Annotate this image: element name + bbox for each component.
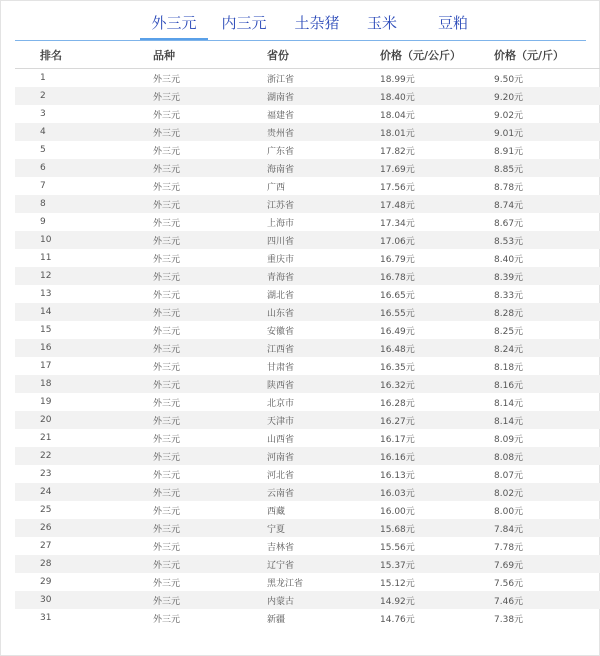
province-cell: 宁夏 [267, 519, 380, 537]
rank-cell: 7 [40, 181, 46, 191]
price-kg-cell: 18.04元 [380, 110, 415, 121]
table-row [15, 501, 600, 519]
price-jin-cell: 9.02元 [494, 110, 524, 121]
price-kg-cell: 17.34元 [380, 218, 415, 229]
province-cell: 辽宁省 [267, 555, 380, 573]
province-cell: 黑龙江省 [267, 578, 304, 589]
province-cell: 北京市 [267, 398, 295, 409]
table-row [15, 411, 600, 429]
table-row [15, 555, 600, 573]
province-cell: 陕西省 [267, 375, 380, 393]
rank-cell: 12 [15, 267, 153, 285]
breed-cell: 外三元 [153, 218, 181, 229]
breed-cell: 外三元 [153, 123, 267, 141]
rank-cell: 24 [15, 483, 153, 501]
province-cell: 甘肃省 [267, 362, 295, 373]
price-jin-cell: 8.85元 [494, 159, 600, 177]
breed-cell: 外三元 [153, 362, 181, 373]
price-jin-cell: 7.84元 [494, 519, 600, 537]
price-kg-cell: 14.92元 [380, 591, 494, 609]
price-jin-cell: 8.00元 [494, 506, 524, 517]
breed-cell: 外三元 [153, 555, 267, 573]
price-kg-cell: 16.32元 [380, 375, 494, 393]
province-cell: 广西 [267, 182, 286, 193]
table-row [15, 159, 600, 177]
table-row [15, 213, 600, 231]
price-kg-cell: 17.06元 [380, 231, 494, 249]
breed-cell: 外三元 [153, 447, 267, 465]
price-jin-cell: 9.20元 [494, 87, 600, 105]
table-row [15, 537, 600, 555]
breed-cell: 外三元 [153, 146, 181, 157]
price-kg-cell: 15.12元 [380, 578, 415, 589]
rank-cell: 19 [40, 397, 52, 407]
price-jin-cell: 8.33元 [494, 290, 524, 301]
table-row [15, 141, 600, 159]
province-cell: 重庆市 [267, 254, 295, 265]
rank-cell: 26 [15, 519, 153, 537]
price-kg-cell: 16.79元 [380, 254, 415, 265]
rank-cell: 22 [15, 447, 153, 465]
breed-cell: 外三元 [153, 303, 267, 321]
rank-cell: 13 [40, 289, 52, 299]
rank-cell: 16 [15, 339, 153, 357]
table-row [15, 591, 600, 609]
price-kg-cell: 16.65元 [380, 290, 415, 301]
price-kg-cell: 18.40元 [380, 87, 494, 105]
table-row [15, 231, 600, 249]
table-header-row [15, 42, 600, 69]
rank-cell: 21 [40, 433, 52, 443]
tab-yu-mi[interactable]: 玉米 [366, 14, 397, 32]
rank-cell: 27 [40, 541, 52, 551]
province-cell: 天津市 [267, 411, 380, 429]
rank-cell: 31 [40, 613, 52, 623]
table-row [15, 267, 600, 285]
rank-cell: 28 [15, 555, 153, 573]
price-ranking-table [15, 42, 600, 627]
table-row [15, 285, 600, 303]
table-row [15, 69, 600, 88]
rank-cell: 5 [40, 145, 46, 155]
breed-cell: 外三元 [153, 195, 267, 213]
table-row [15, 465, 600, 483]
breed-cell: 外三元 [153, 74, 181, 85]
table-body [15, 69, 600, 628]
price-jin-cell: 7.69元 [494, 555, 600, 573]
province-cell: 安徽省 [267, 326, 295, 337]
table-row [15, 123, 600, 141]
price-jin-cell: 7.46元 [494, 591, 600, 609]
price-jin-cell: 8.67元 [494, 218, 524, 229]
price-jin-cell: 8.18元 [494, 362, 524, 373]
breed-cell: 外三元 [153, 591, 267, 609]
tab-wai-san-yuan[interactable]: 外三元 [140, 8, 208, 40]
price-jin-cell: 8.78元 [494, 182, 524, 193]
price-kg-cell: 18.01元 [380, 123, 494, 141]
breed-cell: 外三元 [153, 483, 267, 501]
breed-cell: 外三元 [153, 182, 181, 193]
rank-cell: 17 [40, 361, 52, 371]
breed-cell: 外三元 [153, 398, 181, 409]
rank-cell: 2 [15, 87, 153, 105]
province-cell: 青海省 [267, 267, 380, 285]
breed-cell: 外三元 [153, 254, 181, 265]
rank-cell: 25 [40, 505, 52, 515]
province-cell: 江西省 [267, 339, 380, 357]
rank-cell: 23 [40, 469, 52, 479]
header-price-per-jin: 价格（元/斤） [494, 42, 600, 69]
province-cell: 山东省 [267, 303, 380, 321]
province-cell: 新疆 [267, 614, 286, 625]
tab-tu-za-zhu[interactable]: 土杂猪 [294, 14, 340, 32]
breed-cell: 外三元 [153, 542, 181, 553]
price-jin-cell: 7.38元 [494, 614, 524, 625]
table-row [15, 177, 600, 195]
breed-cell: 外三元 [153, 578, 181, 589]
price-jin-cell: 9.50元 [494, 74, 524, 85]
price-kg-cell: 16.35元 [380, 362, 415, 373]
price-kg-cell: 17.48元 [380, 195, 494, 213]
rank-cell: 11 [40, 253, 52, 263]
price-jin-cell: 8.14元 [494, 398, 524, 409]
province-cell: 江苏省 [267, 195, 380, 213]
rank-cell: 8 [15, 195, 153, 213]
province-cell: 福建省 [267, 110, 295, 121]
breed-cell: 外三元 [153, 614, 181, 625]
table-row [15, 609, 600, 627]
table-row [15, 447, 600, 465]
header-price-per-kg: 价格（元/公斤） [380, 42, 494, 69]
price-kg-cell: 17.69元 [380, 159, 494, 177]
province-cell: 河北省 [267, 470, 295, 481]
rank-cell: 6 [15, 159, 153, 177]
price-jin-cell: 8.08元 [494, 447, 600, 465]
price-kg-cell: 16.28元 [380, 398, 415, 409]
price-kg-cell: 15.68元 [380, 519, 494, 537]
price-kg-cell: 17.82元 [380, 146, 415, 157]
province-cell: 山西省 [267, 434, 295, 445]
breed-cell: 外三元 [153, 231, 267, 249]
province-cell: 云南省 [267, 483, 380, 501]
price-jin-cell: 8.24元 [494, 339, 600, 357]
breed-cell: 外三元 [153, 506, 181, 517]
price-kg-cell: 16.48元 [380, 339, 494, 357]
rank-cell: 18 [15, 375, 153, 393]
price-jin-cell: 8.02元 [494, 483, 600, 501]
breed-cell: 外三元 [153, 434, 181, 445]
price-kg-cell: 16.03元 [380, 483, 494, 501]
tab-bar [0, 8, 600, 40]
table-row [15, 321, 600, 339]
province-cell: 湖北省 [267, 290, 295, 301]
price-jin-cell: 9.01元 [494, 123, 600, 141]
price-jin-cell: 8.25元 [494, 326, 524, 337]
table-row [15, 393, 600, 411]
price-jin-cell: 8.16元 [494, 375, 600, 393]
price-jin-cell: 8.40元 [494, 254, 524, 265]
table-row [15, 105, 600, 123]
price-kg-cell: 16.17元 [380, 434, 415, 445]
price-kg-cell: 17.56元 [380, 182, 415, 193]
province-cell: 内蒙古 [267, 591, 380, 609]
rank-cell: 9 [40, 217, 46, 227]
table-row [15, 195, 600, 213]
header-rank: 排名 [15, 42, 153, 69]
table-row [15, 573, 600, 591]
price-kg-cell: 16.13元 [380, 470, 415, 481]
price-kg-cell: 15.56元 [380, 542, 415, 553]
breed-cell: 外三元 [153, 87, 267, 105]
rank-cell: 1 [40, 73, 46, 83]
table-row [15, 375, 600, 393]
province-cell: 广东省 [267, 146, 295, 157]
tab-nei-san-yuan[interactable]: 内三元 [221, 14, 267, 32]
table-row [15, 87, 600, 105]
province-cell: 上海市 [267, 218, 295, 229]
province-cell: 河南省 [267, 447, 380, 465]
price-jin-cell: 8.09元 [494, 434, 524, 445]
breed-cell: 外三元 [153, 411, 267, 429]
rank-cell: 3 [40, 109, 46, 119]
province-cell: 湖南省 [267, 87, 380, 105]
breed-cell: 外三元 [153, 326, 181, 337]
price-jin-cell: 8.28元 [494, 303, 600, 321]
price-jin-cell: 8.74元 [494, 195, 600, 213]
price-kg-cell: 18.99元 [380, 74, 415, 85]
breed-cell: 外三元 [153, 339, 267, 357]
header-breed: 品种 [153, 42, 267, 69]
header-province: 省份 [267, 42, 380, 69]
price-kg-cell: 16.27元 [380, 411, 494, 429]
province-cell: 贵州省 [267, 123, 380, 141]
price-kg-cell: 16.78元 [380, 267, 494, 285]
breed-cell: 外三元 [153, 110, 181, 121]
price-jin-cell: 7.56元 [494, 578, 524, 589]
price-kg-cell: 16.55元 [380, 303, 494, 321]
breed-cell: 外三元 [153, 375, 267, 393]
table-row [15, 249, 600, 267]
rank-cell: 10 [15, 231, 153, 249]
price-jin-cell: 8.14元 [494, 411, 600, 429]
province-cell: 吉林省 [267, 542, 295, 553]
table-row [15, 303, 600, 321]
rank-cell: 14 [15, 303, 153, 321]
price-kg-cell: 15.37元 [380, 555, 494, 573]
rank-cell: 30 [15, 591, 153, 609]
province-cell: 四川省 [267, 231, 380, 249]
breed-cell: 外三元 [153, 519, 267, 537]
table-row [15, 429, 600, 447]
breed-cell: 外三元 [153, 267, 267, 285]
rank-cell: 15 [40, 325, 52, 335]
table-row [15, 339, 600, 357]
table-row [15, 483, 600, 501]
table-row [15, 357, 600, 375]
price-jin-cell: 8.53元 [494, 231, 600, 249]
table-row [15, 519, 600, 537]
rank-cell: 4 [15, 123, 153, 141]
province-cell: 西藏 [267, 506, 286, 517]
tab-divider [15, 40, 586, 41]
price-kg-cell: 16.49元 [380, 326, 415, 337]
rank-cell: 20 [15, 411, 153, 429]
breed-cell: 外三元 [153, 470, 181, 481]
price-jin-cell: 8.07元 [494, 470, 524, 481]
breed-cell: 外三元 [153, 159, 267, 177]
price-kg-cell: 14.76元 [380, 614, 415, 625]
rank-cell: 29 [40, 577, 52, 587]
province-cell: 海南省 [267, 159, 380, 177]
price-kg-cell: 16.16元 [380, 447, 494, 465]
tab-dou-po[interactable]: 豆粕 [437, 14, 468, 32]
price-kg-cell: 16.00元 [380, 506, 415, 517]
breed-cell: 外三元 [153, 290, 181, 301]
price-jin-cell: 7.78元 [494, 542, 524, 553]
price-jin-cell: 8.91元 [494, 146, 524, 157]
price-jin-cell: 8.39元 [494, 267, 600, 285]
province-cell: 浙江省 [267, 74, 295, 85]
